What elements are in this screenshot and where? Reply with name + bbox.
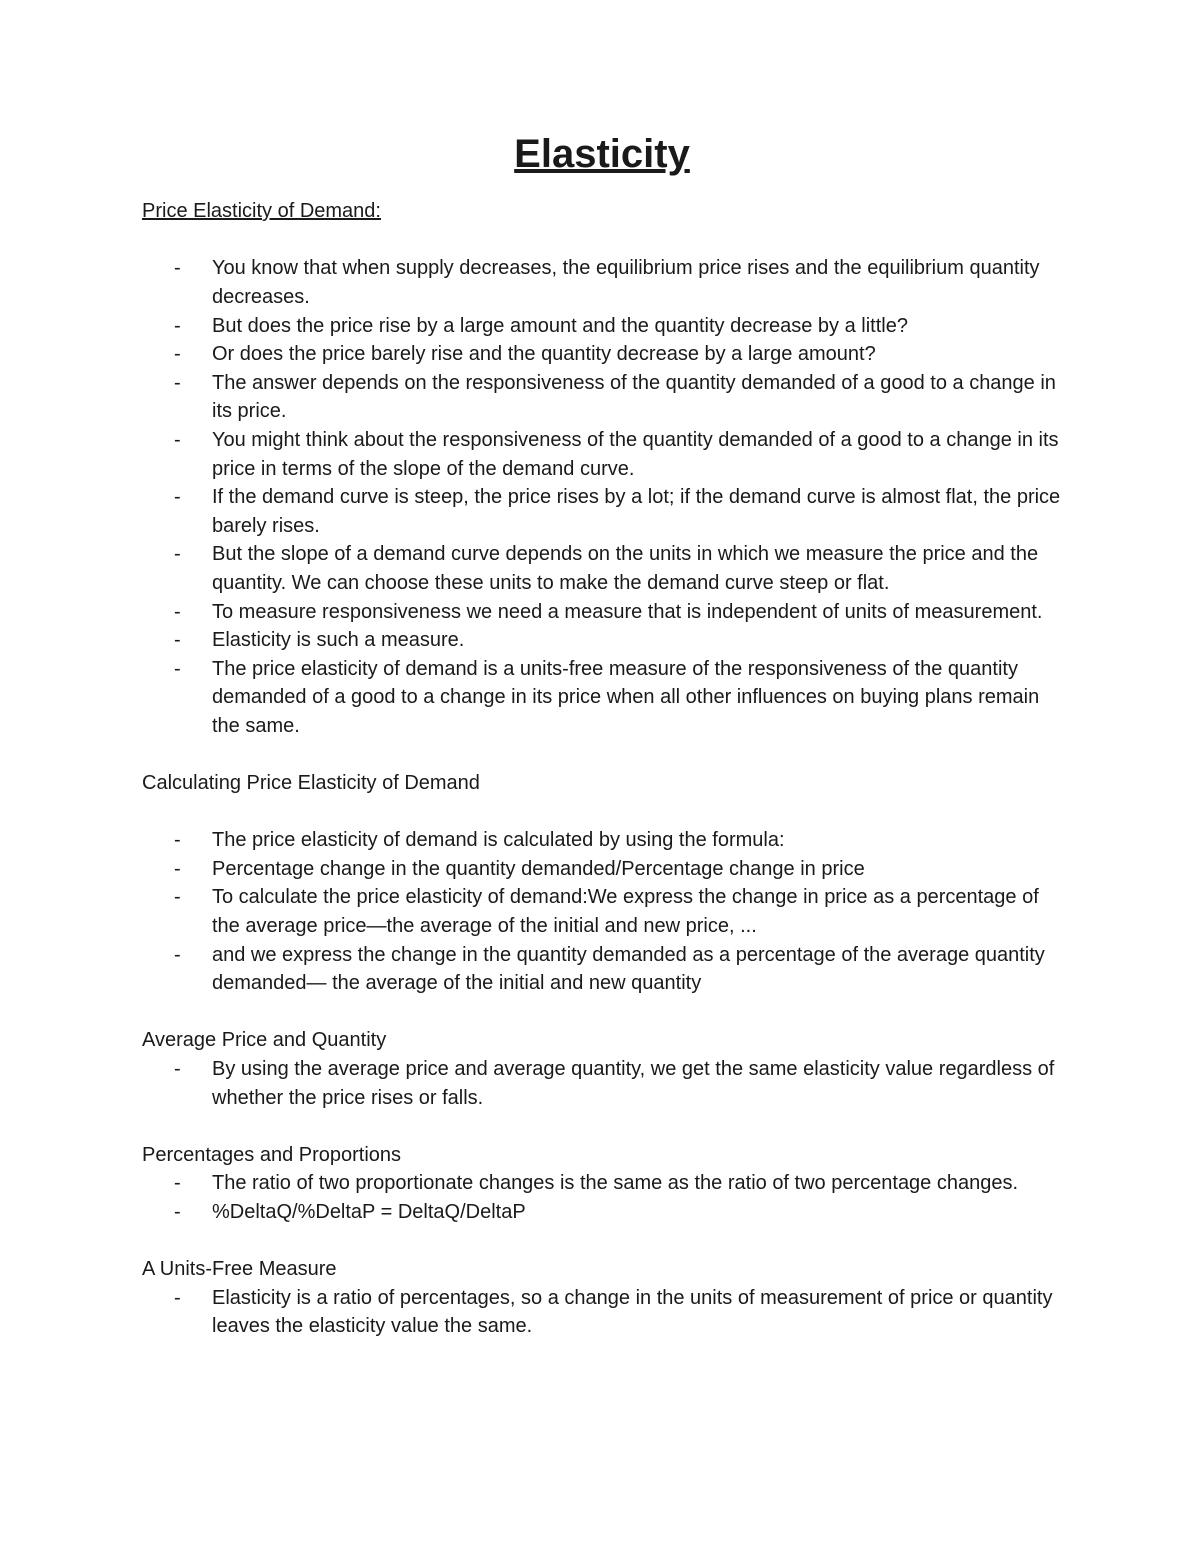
list-item-text: %DeltaQ/%DeltaP = DeltaQ/DeltaP [212,1200,526,1223]
dash-bullet-icon: - [174,943,181,966]
document-page [142,132,1062,1341]
list-item-text: The answer depends on the responsiveness of the quantity demanded of a good to a change in its price. [212,371,1056,423]
dash-bullet-icon: - [174,314,181,337]
dash-bullet-icon: - [174,1172,181,1195]
list-item [142,826,1062,855]
list-item-text: But does the price rise by a large amount and the quantity decrease by a little? [212,314,908,337]
list-item [142,340,1062,369]
list-item [142,1169,1062,1198]
dash-bullet-icon: - [174,657,181,680]
list-item-text: If the demand curve is steep, the price rises by a lot; if the demand curve is almost flat, the price barely rises. [212,486,1061,537]
list-item-text: Elasticity is a ratio of percentages, so a change in the units of measurement of price or quantity leaves the elasticity value the same. [212,1286,1053,1338]
spacer [142,798,1062,827]
dash-bullet-icon: - [174,543,181,566]
dash-bullet-icon: - [174,629,181,652]
list-item-text: The price elasticity of demand is a units-free measure of the responsiveness of the quantity demanded of a good to a change in its price when all other influences on buying plans remain the same. [212,657,1040,737]
dash-bullet-icon: - [174,343,181,366]
list-item [142,1198,1062,1227]
list-item [142,855,1062,884]
list-item-text: By using the average price and average quantity, we get the same elasticity value regardless of whether the price rises or falls. [212,1058,1055,1109]
list-item-text: You know that when supply decreases, the equilibrium price rises and the equilibrium quantity decreases. [212,257,1040,308]
list-item [142,1284,1062,1341]
list-item [142,254,1062,311]
bullet-list [142,1055,1062,1112]
section-heading: Average Price and Quantity [142,1029,387,1052]
list-item [142,883,1062,940]
dash-bullet-icon: - [174,857,181,880]
section-heading: Calculating Price Elasticity of Demand [142,772,480,795]
spacer [142,998,1062,1027]
section-calculating-price-elasticity [142,769,1062,998]
dash-bullet-icon: - [174,371,181,394]
list-item [142,941,1062,998]
dash-bullet-icon: - [174,829,181,852]
dash-bullet-icon: - [174,1286,181,1309]
section-average-price-and-quantity [142,1026,1062,1112]
dash-bullet-icon: - [174,486,181,509]
list-item [142,369,1062,426]
section-heading: Percentages and Proportions [142,1143,402,1166]
section-heading: A Units-Free Measure [142,1258,337,1281]
list-item [142,483,1062,540]
dash-bullet-icon: - [174,600,181,623]
list-item-text: To measure responsiveness we need a measure that is independent of units of measurement. [212,600,1043,623]
list-item [142,626,1062,655]
list-item-text: But the slope of a demand curve depends on the units in which we measure the price and the quantity. We can choose these units to make the demand curve steep or flat. [212,543,1039,594]
section-percentages-and-proportions [142,1141,1062,1227]
section-units-free-measure [142,1255,1062,1341]
list-item [142,655,1062,741]
list-item-text: To calculate the price elasticity of demand:We express the change in price as a percentage of the average price—the average of the initial and new price, ... [212,886,1039,938]
list-item [142,540,1062,597]
list-item-text: Percentage change in the quantity demanded/Percentage change in price [212,857,865,880]
section-heading: Price Elasticity of Demand: [142,200,381,223]
list-item [142,1055,1062,1112]
list-item-text: You might think about the responsiveness of the quantity demanded of a good to a change in its price in terms of the slope of the demand curve. [212,428,1059,480]
list-item [142,426,1062,483]
list-item-text: and we express the change in the quantity demanded as a percentage of the average quantity demanded— the average of the initial and new quantity [212,943,1045,995]
spacer [142,740,1062,769]
list-item [142,312,1062,341]
dash-bullet-icon: - [174,257,181,280]
list-item-text: Elasticity is such a measure. [212,629,465,652]
bullet-list [142,254,1062,740]
section-price-elasticity-of-demand [142,197,1062,740]
spacer [142,226,1062,255]
bullet-list [142,826,1062,998]
spacer [142,1112,1062,1141]
list-item [142,598,1062,627]
list-item-text: The price elasticity of demand is calculated by using the formula: [212,829,785,852]
document-title: Elasticity [514,132,690,176]
dash-bullet-icon: - [174,1200,181,1223]
dash-bullet-icon: - [174,1058,181,1080]
bullet-list [142,1284,1062,1341]
bullet-list [142,1169,1062,1226]
list-item-text: The ratio of two proportionate changes is the same as the ratio of two percentage changes. [212,1172,1019,1195]
spacer [142,1227,1062,1256]
list-item-text: Or does the price barely rise and the quantity decrease by a large amount? [212,343,876,366]
dash-bullet-icon: - [174,428,181,451]
dash-bullet-icon: - [174,886,181,909]
